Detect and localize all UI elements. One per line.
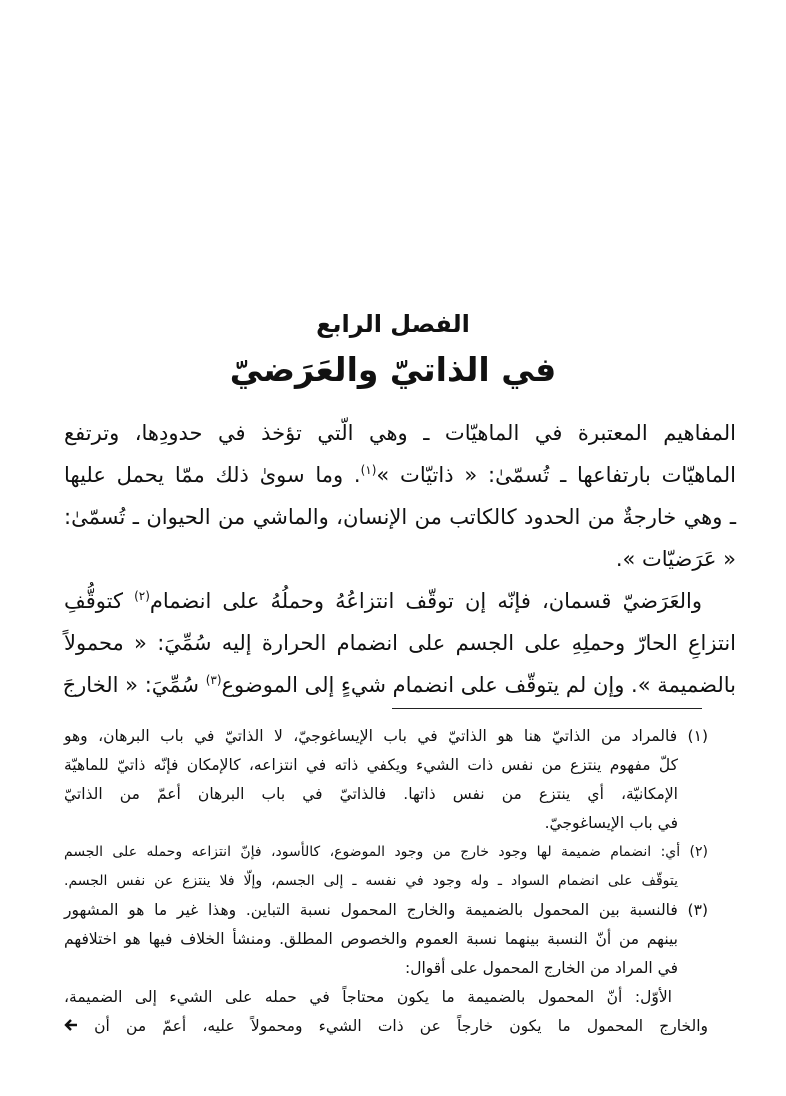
footnote-line (64, 1012, 708, 1041)
text-segment: سُمِّيَ: « الخارجَ (62, 673, 206, 697)
main-text (64, 412, 736, 706)
footnote-line: بينهم من أنّ النسبة بينهما نسبة العموم والخصوص المطلق. ومنشأ الخلاف فيها هو اختلافهم (64, 930, 678, 948)
text-segment: الماهيّات بارتفاعها ـ تُسمّىٰ: « ذاتيّات » (376, 463, 736, 487)
footnote-line: يتوقّف على انضمام السواد ـ وله وجود في نفسه ـ إلى الجسم، وإلّا فلا ينتزع عن نفس الجسم. (64, 873, 678, 889)
footnote-line: (٣) فالنسبة بين المحمول بالضميمة والخارج المحمول نسبة التباين. وهذا غير ما هو المشهور (64, 901, 708, 919)
footnote-line: في المراد من الخارج المحمول على أقوال: (404, 959, 678, 977)
footnotes (64, 722, 708, 1041)
text-line (64, 538, 736, 580)
footnote-3 (64, 896, 708, 1041)
footnote-reference-1[interactable]: (١) (360, 463, 377, 477)
text-segment: انتزاعِ الحارّ وحملِهِ على الجسم على انضمام الحرارة إليه سُمِّيَ: « محمولاً (64, 631, 736, 655)
left-arrow-icon (64, 1012, 78, 1041)
footnote-line: كلّ مفهوم ينتزع من نفس ذات الشيء ويكفي ذاته في انتزاعه، كالإمكان فإنّه ذاتيّ للماهيّة (64, 756, 678, 774)
footnote-line: الإمكانيّة، أي ينتزع من نفس ذاتها. فالذاتيّ في باب البرهان أعمّ من الذاتيّ (64, 785, 678, 803)
text-line (64, 664, 736, 706)
footnote-1 (64, 722, 708, 838)
footnote-separator (392, 708, 702, 709)
text-segment: « عَرَضيّات ». (615, 547, 736, 571)
text-line (64, 454, 736, 496)
text-segment: والعَرَضيّ قسمان، فإنّه إن توقّف انتزاعُهُ وحملُهُ على انضمام (149, 589, 702, 613)
text-line (64, 412, 736, 454)
text-line (64, 496, 736, 538)
footnote-reference-2[interactable]: (٢) (134, 589, 150, 603)
text-segment: ـ وهي خارجةٌ من الحدود كالكاتب من الإنسان، والماشي من الحيوان ـ تُسمّىٰ: (64, 505, 736, 529)
chapter-title: في الذاتيّ والعَرَضيّ (229, 350, 557, 389)
text-segment: . وما سوىٰ ذلك ممّا يحمل عليها (64, 463, 361, 487)
text-line (64, 622, 736, 664)
text-segment: والخارج المحمول ما يكون خارجاً عن ذات الشيء ومحمولاً عليه، أعمّ من أن (94, 1017, 708, 1035)
footnote-reference-3[interactable]: (٣) (205, 673, 222, 687)
footnote-line: (١) فالمراد من الذاتيّ هنا هو الذاتيّ في باب الإيساغوجيّ، لا الذاتيّ في باب البرهان، وهو (64, 727, 708, 745)
text-segment: كتوقُّفِ (64, 589, 135, 613)
text-line (64, 580, 736, 622)
chapter-number: الفصل الرابع (316, 310, 470, 338)
footnote-line: الأوّل: أنّ المحمول بالضميمة ما يكون محتاجاً في حمله على الشيء إلى الضميمة، (64, 988, 672, 1006)
footnote-2 (64, 838, 708, 896)
text-segment: بالضميمة ». وإن لم يتوقّف على انضمام شيءٍ إلى الموضوع (221, 673, 736, 697)
footnote-line: في باب الإيساغوجيّ. (544, 814, 678, 832)
footnote-line: (٢) أي: انضمام ضميمة لها وجود خارج من وجود الموضوع، كالأسود، فإنّ انتزاعه وحمله على الجسم (64, 844, 708, 860)
text-segment: المفاهيم المعتبرة في الماهيّات ـ وهي الّتي تؤخذ في حدودِها، وترتفع (64, 421, 736, 445)
